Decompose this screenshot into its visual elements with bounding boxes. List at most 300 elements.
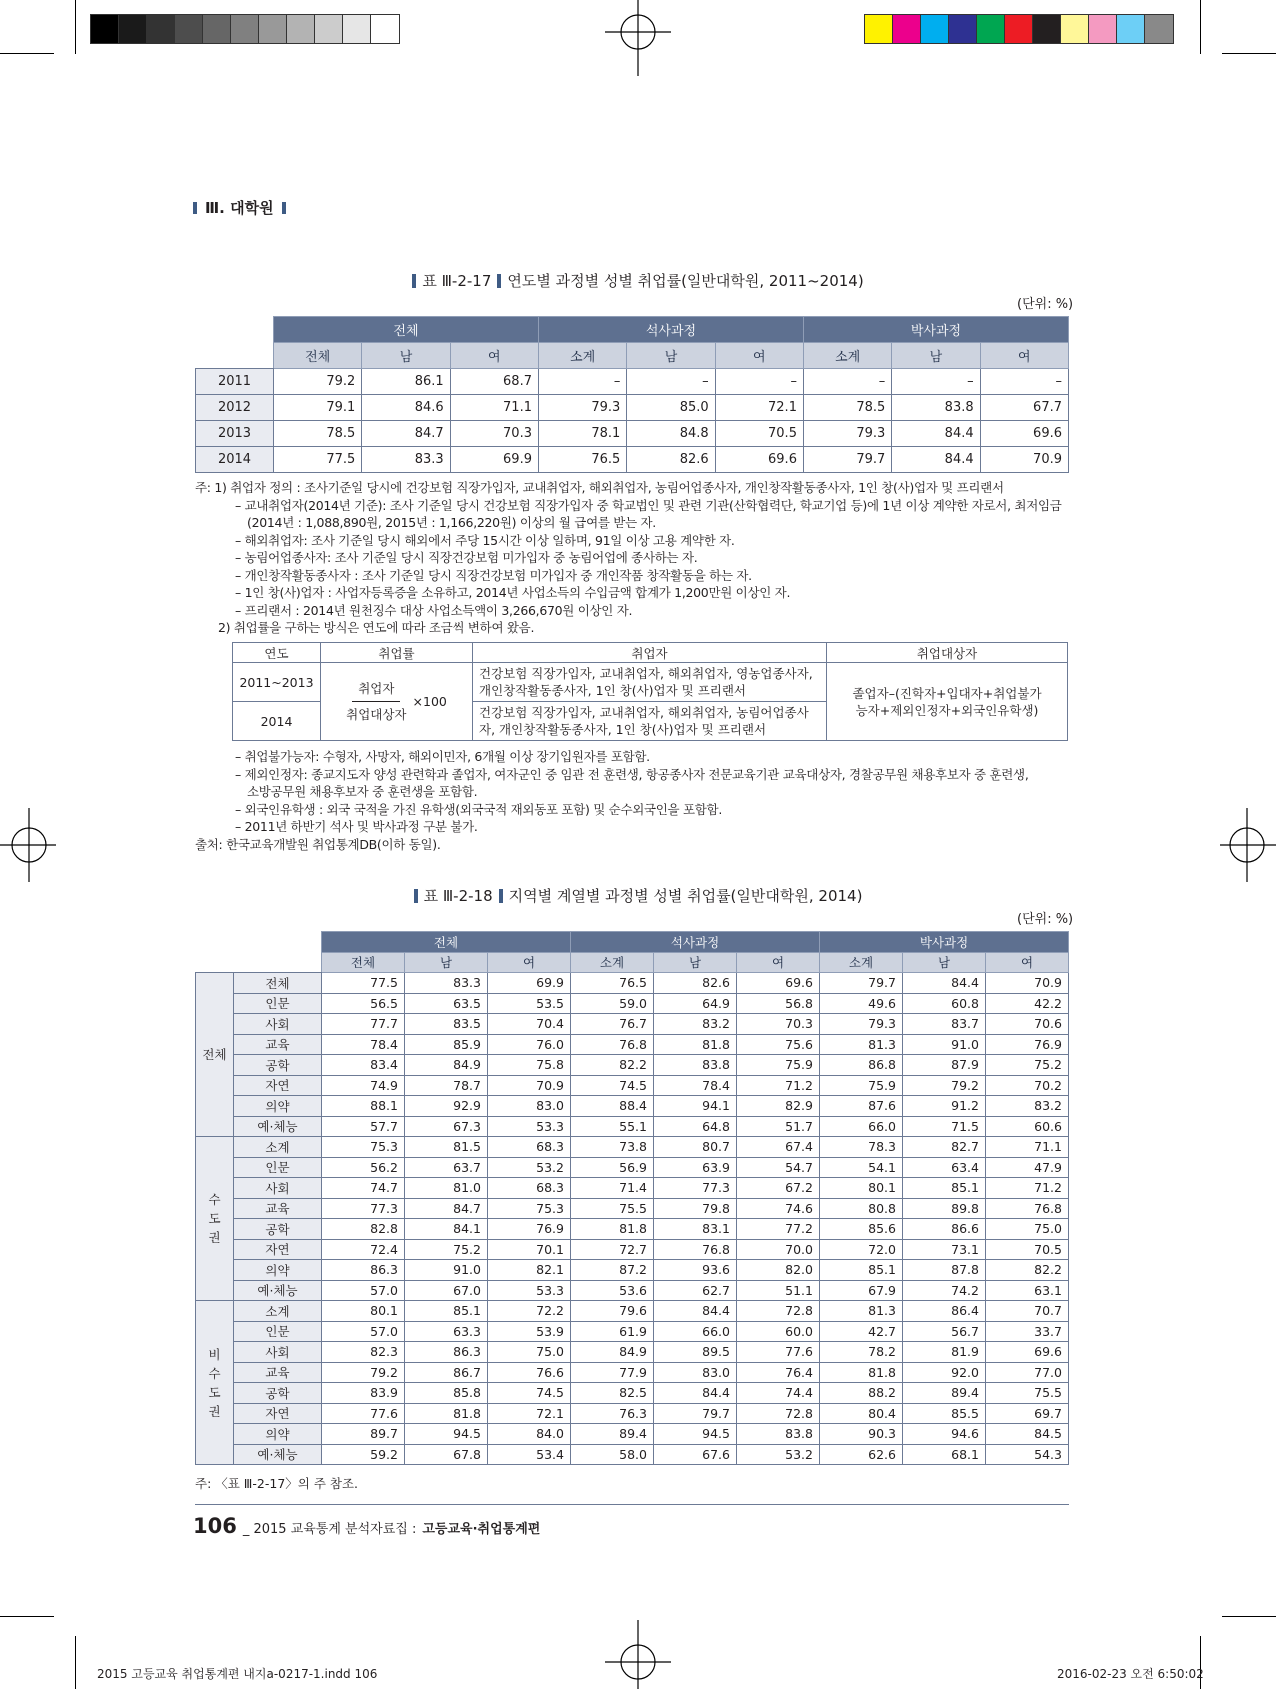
group-header: 박사과정 [803, 317, 1068, 343]
field-cell: 예·체능 [234, 1116, 322, 1137]
section-title: Ⅲ. 대학원 [205, 199, 274, 217]
value-cell: 57.0 [322, 1280, 405, 1301]
note-line: – 제외인정자: 종교지도자 양성 관련학과 졸업자, 여자군인 중 임관 전 훈련생, 항공종사자 전문교육기관 교육대상자, 경찰공무원 채용후보자 중 훈련생, [235, 766, 1029, 782]
value-cell: 60.6 [986, 1116, 1069, 1137]
value-cell: 70.7 [986, 1301, 1069, 1322]
value-cell: 70.5 [986, 1239, 1069, 1260]
value-cell: – [538, 369, 626, 395]
accent-bar [282, 202, 286, 214]
year-cell: 2011 [196, 369, 274, 395]
value-cell: 84.4 [654, 1383, 737, 1404]
value-cell: 87.6 [820, 1096, 903, 1117]
value-cell: 80.4 [820, 1403, 903, 1424]
crop-mark [0, 53, 54, 54]
value-cell: 88.1 [322, 1096, 405, 1117]
group-header: 석사과정 [571, 932, 820, 953]
value-cell: 91.2 [903, 1096, 986, 1117]
value-cell: 80.1 [322, 1301, 405, 1322]
value-cell: 76.8 [571, 1034, 654, 1055]
value-cell: 64.8 [654, 1116, 737, 1137]
value-cell: 54.7 [737, 1157, 820, 1178]
value-cell: 56.2 [322, 1157, 405, 1178]
table-row [196, 1301, 1069, 1322]
gray-swatch [259, 15, 287, 43]
color-swatch [865, 15, 893, 43]
value-cell: 68.1 [903, 1444, 986, 1465]
value-cell: 67.8 [405, 1444, 488, 1465]
accent-bar [193, 202, 197, 214]
value-cell: 94.5 [654, 1424, 737, 1445]
region-cell [196, 973, 234, 1137]
value-cell: 51.1 [737, 1280, 820, 1301]
value-cell: 76.9 [488, 1219, 571, 1240]
value-cell: 47.9 [986, 1157, 1069, 1178]
value-cell: 79.8 [654, 1198, 737, 1219]
value-cell: 33.7 [986, 1321, 1069, 1342]
value-cell: 77.5 [322, 973, 405, 994]
value-cell: 69.6 [980, 421, 1068, 447]
field-cell: 공학 [234, 1219, 322, 1240]
value-cell: 71.2 [737, 1075, 820, 1096]
table-row [196, 1157, 1069, 1178]
value-cell: 75.9 [737, 1055, 820, 1076]
field-cell: 교육 [234, 1362, 322, 1383]
sub-header: 여 [715, 343, 803, 369]
value-cell: 74.5 [488, 1383, 571, 1404]
note-line: – 교내취업자(2014년 기준): 조사 기준일 당시 건강보험 직장가입자 중 학교법인 및 관련 기관(산학협력단, 학교기업 등)에 1년 이상 계약한 자로서, 최저임금 [235, 497, 1062, 513]
gray-swatch [119, 15, 147, 43]
value-cell: 76.4 [737, 1362, 820, 1383]
value-cell: 75.3 [322, 1137, 405, 1158]
gray-swatch [371, 15, 399, 43]
sub-header: 여 [986, 952, 1069, 973]
value-cell: 83.1 [654, 1219, 737, 1240]
value-cell: 79.3 [820, 1014, 903, 1035]
table-row [196, 1137, 1069, 1158]
value-cell: 60.8 [903, 993, 986, 1014]
value-cell: 72.8 [737, 1403, 820, 1424]
value-cell: 75.8 [488, 1055, 571, 1076]
table-row [196, 1116, 1069, 1137]
field-cell: 예·체능 [234, 1280, 322, 1301]
table-row [196, 1034, 1069, 1055]
value-cell: 66.0 [654, 1321, 737, 1342]
sub-header: 남 [892, 343, 980, 369]
value-cell: 42.2 [986, 993, 1069, 1014]
value-cell: 70.5 [715, 421, 803, 447]
value-cell: 69.7 [986, 1403, 1069, 1424]
employed-cell: 건강보험 직장가입자, 교내취업자, 해외취업자, 농림어업종사자, 개인창작활동종사자, 1인 창(사)업자 및 프리랜서 [473, 702, 827, 741]
value-cell: 77.2 [737, 1219, 820, 1240]
value-cell: 57.7 [322, 1116, 405, 1137]
value-cell: 87.8 [903, 1260, 986, 1281]
value-cell: 70.9 [980, 447, 1068, 473]
color-swatch [949, 15, 977, 43]
sub-header: 남 [362, 343, 450, 369]
registration-mark-icon [1220, 790, 1276, 900]
field-cell: 사회 [234, 1342, 322, 1363]
value-cell: 75.0 [986, 1219, 1069, 1240]
value-cell: 83.2 [986, 1096, 1069, 1117]
value-cell: 63.7 [405, 1157, 488, 1178]
table-row [196, 1424, 1069, 1445]
value-cell: 94.5 [405, 1424, 488, 1445]
value-cell: 85.1 [820, 1260, 903, 1281]
formula-numerator: 취업자 [352, 680, 400, 702]
value-cell: 78.4 [322, 1034, 405, 1055]
gray-swatch [147, 15, 175, 43]
sub-header: 여 [980, 343, 1068, 369]
value-cell: 76.8 [654, 1239, 737, 1260]
grayscale-color-bar [90, 14, 400, 44]
field-cell: 교육 [234, 1198, 322, 1219]
running-head [193, 197, 286, 218]
value-cell: 92.0 [903, 1362, 986, 1383]
table-row [196, 1198, 1069, 1219]
value-cell: 86.4 [903, 1301, 986, 1322]
value-cell: 82.6 [627, 447, 715, 473]
table1-title: 연도별 과정별 성별 취업률(일반대학원, 2011~2014) [507, 272, 864, 290]
field-cell: 인문 [234, 1157, 322, 1178]
value-cell: 55.1 [571, 1116, 654, 1137]
gray-swatch [91, 15, 119, 43]
value-cell: 75.5 [571, 1198, 654, 1219]
value-cell: 67.0 [405, 1280, 488, 1301]
value-cell: 79.2 [322, 1362, 405, 1383]
value-cell: 81.0 [405, 1178, 488, 1199]
value-cell: 84.0 [488, 1424, 571, 1445]
color-swatch [977, 15, 1005, 43]
value-cell: 81.8 [820, 1362, 903, 1383]
value-cell: 53.5 [488, 993, 571, 1014]
value-cell: 42.7 [820, 1321, 903, 1342]
value-cell: 81.5 [405, 1137, 488, 1158]
table1-number: 표 Ⅲ-2-17 [422, 272, 492, 290]
table-row [196, 1362, 1069, 1383]
value-cell: 63.4 [903, 1157, 986, 1178]
note-line: 2) 취업률을 구하는 방식은 연도에 따라 조금씩 변하여 왔음. [218, 620, 535, 635]
value-cell: 77.0 [986, 1362, 1069, 1383]
sub-header: 소계 [538, 343, 626, 369]
value-cell: 56.8 [737, 993, 820, 1014]
region-cell [196, 1137, 234, 1301]
value-cell: 77.7 [322, 1014, 405, 1035]
book-title: 고등교육·취업통계편 [422, 1522, 541, 1537]
crop-mark [75, 1636, 76, 1689]
value-cell: 76.5 [571, 973, 654, 994]
formula-denominator: 취업대상자 [346, 707, 407, 722]
value-cell: 53.4 [488, 1444, 571, 1465]
value-cell: 81.8 [571, 1219, 654, 1240]
value-cell: 53.3 [488, 1280, 571, 1301]
sub-header: 남 [627, 343, 715, 369]
value-cell: 64.9 [654, 993, 737, 1014]
value-cell: 76.6 [488, 1362, 571, 1383]
value-cell: 83.8 [654, 1055, 737, 1076]
field-cell: 전체 [234, 973, 322, 994]
group-header: 박사과정 [820, 932, 1069, 953]
value-cell: 84.4 [903, 973, 986, 994]
value-cell: 79.7 [654, 1403, 737, 1424]
value-cell: 75.3 [488, 1198, 571, 1219]
value-cell: 71.5 [903, 1116, 986, 1137]
field-cell: 공학 [234, 1055, 322, 1076]
page-footer [193, 1514, 540, 1538]
table-row [196, 1096, 1069, 1117]
color-swatch [921, 15, 949, 43]
sub-header: 소계 [571, 952, 654, 973]
value-cell: 77.6 [737, 1342, 820, 1363]
table-row [196, 973, 1069, 994]
value-cell: 83.7 [903, 1014, 986, 1035]
value-cell: 72.0 [820, 1239, 903, 1260]
value-cell: 89.7 [322, 1424, 405, 1445]
value-cell: 87.2 [571, 1260, 654, 1281]
field-cell: 소계 [234, 1137, 322, 1158]
value-cell: 82.6 [654, 973, 737, 994]
table2-number: 표 Ⅲ-2-18 [423, 887, 493, 905]
value-cell: 77.6 [322, 1403, 405, 1424]
value-cell: – [980, 369, 1068, 395]
value-cell: 77.3 [322, 1198, 405, 1219]
value-cell: 79.3 [803, 421, 891, 447]
header-cell: 연도 [233, 643, 321, 663]
value-cell: 78.2 [820, 1342, 903, 1363]
color-swatch [1005, 15, 1033, 43]
header-cell: 취업자 [473, 643, 827, 663]
field-cell: 소계 [234, 1301, 322, 1322]
value-cell: 84.4 [654, 1301, 737, 1322]
value-cell: 67.2 [737, 1178, 820, 1199]
region-label: 비수도권 [208, 1346, 221, 1419]
value-cell: 82.3 [322, 1342, 405, 1363]
value-cell: 79.3 [538, 395, 626, 421]
value-cell: 84.5 [986, 1424, 1069, 1445]
table2-caption [0, 885, 1276, 906]
value-cell: 81.8 [405, 1403, 488, 1424]
value-cell: 67.9 [820, 1280, 903, 1301]
value-cell: 53.2 [488, 1157, 571, 1178]
gray-swatch [287, 15, 315, 43]
field-cell: 사회 [234, 1014, 322, 1035]
value-cell: 83.8 [737, 1424, 820, 1445]
value-cell: 69.6 [986, 1342, 1069, 1363]
value-cell: 94.6 [903, 1424, 986, 1445]
value-cell: 58.0 [571, 1444, 654, 1465]
accent-bar [499, 889, 503, 903]
value-cell: 81.3 [820, 1034, 903, 1055]
value-cell: 67.6 [654, 1444, 737, 1465]
value-cell: 70.9 [986, 973, 1069, 994]
target-cell: 졸업자–(진학자+입대자+취업불가능자+제외인정자+외국인유학생) [827, 663, 1068, 741]
gray-swatch [175, 15, 203, 43]
value-cell: 61.9 [571, 1321, 654, 1342]
value-cell: 75.5 [986, 1383, 1069, 1404]
value-cell: 85.5 [903, 1403, 986, 1424]
employed-cell: 건강보험 직장가입자, 교내취업자, 해외취업자, 영농업종사자, 개인창작활동종사자, 1인 창(사)업자 및 프리랜서 [473, 663, 827, 702]
table1-caption [0, 270, 1276, 291]
value-cell: 67.4 [737, 1137, 820, 1158]
slug-file: 2015 고등교육 취업통계편 내지a-0217-1.indd 106 [97, 1667, 378, 1681]
crop-mark [1200, 0, 1201, 54]
value-cell: 66.0 [820, 1116, 903, 1137]
table-row [196, 447, 1069, 473]
field-cell: 자연 [234, 1239, 322, 1260]
value-cell: 70.1 [488, 1239, 571, 1260]
registration-mark-icon [600, 1610, 676, 1689]
value-cell: – [715, 369, 803, 395]
footer-rule [195, 1504, 1069, 1505]
value-cell: 86.3 [322, 1260, 405, 1281]
value-cell: 85.9 [405, 1034, 488, 1055]
crop-mark [0, 1616, 54, 1617]
value-cell: 76.9 [986, 1034, 1069, 1055]
value-cell: 79.1 [274, 395, 362, 421]
color-swatch [1061, 15, 1089, 43]
value-cell: 71.1 [986, 1137, 1069, 1158]
year-cell: 2011~2013 [233, 663, 321, 702]
value-cell: 70.0 [737, 1239, 820, 1260]
value-cell: – [803, 369, 891, 395]
value-cell: 72.1 [488, 1403, 571, 1424]
value-cell: 84.8 [627, 421, 715, 447]
note-line: – 취업불가능자: 수형자, 사망자, 해외이민자, 6개월 이상 장기입원자를 포함함. [235, 749, 650, 764]
region-label: 전체 [202, 1047, 227, 1062]
field-cell: 인문 [234, 1321, 322, 1342]
value-cell: 75.6 [737, 1034, 820, 1055]
value-cell: 70.3 [737, 1014, 820, 1035]
rate-formula [346, 680, 447, 723]
value-cell: 73.8 [571, 1137, 654, 1158]
table1-unit: (단위: %) [1017, 297, 1074, 312]
corner-cell [196, 932, 322, 953]
value-cell: 76.7 [571, 1014, 654, 1035]
value-cell: 73.1 [903, 1239, 986, 1260]
color-swatch [1033, 15, 1061, 43]
value-cell: 74.9 [322, 1075, 405, 1096]
value-cell: 79.2 [274, 369, 362, 395]
value-cell: 57.0 [322, 1321, 405, 1342]
value-cell: 83.9 [322, 1383, 405, 1404]
value-cell: 62.7 [654, 1280, 737, 1301]
value-cell: 70.2 [986, 1075, 1069, 1096]
value-cell: 81.3 [820, 1301, 903, 1322]
value-cell: 77.3 [654, 1178, 737, 1199]
value-cell: 68.3 [488, 1137, 571, 1158]
note-line: 주: 1) 취업자 정의 : 조사기준일 당시에 건강보험 직장가입자, 교내취업자, 해외취업자, 농림어업종사자, 개인창작활동종사자, 1인 창(사)업자 및 프리랜서 [195, 480, 1004, 495]
value-cell: 74.6 [737, 1198, 820, 1219]
table-row [196, 1260, 1069, 1281]
sub-header: 남 [654, 952, 737, 973]
gray-swatch [343, 15, 371, 43]
year-cell: 2014 [233, 702, 321, 741]
value-cell: 83.5 [405, 1014, 488, 1035]
value-cell: 79.6 [571, 1301, 654, 1322]
value-cell: 80.7 [654, 1137, 737, 1158]
formula-cell [321, 663, 473, 741]
value-cell: 76.0 [488, 1034, 571, 1055]
value-cell: 74.7 [322, 1178, 405, 1199]
table-row [196, 1055, 1069, 1076]
value-cell: 83.3 [405, 973, 488, 994]
field-cell: 자연 [234, 1075, 322, 1096]
gray-swatch [315, 15, 343, 43]
value-cell: 71.2 [986, 1178, 1069, 1199]
value-cell: 82.9 [737, 1096, 820, 1117]
value-cell: 82.0 [737, 1260, 820, 1281]
value-cell: 78.5 [274, 421, 362, 447]
value-cell: 79.7 [820, 973, 903, 994]
value-cell: 69.9 [488, 973, 571, 994]
value-cell: 93.6 [654, 1260, 737, 1281]
value-cell: 68.3 [488, 1178, 571, 1199]
value-cell: 54.3 [986, 1444, 1069, 1465]
value-cell: – [627, 369, 715, 395]
value-cell: 83.2 [654, 1014, 737, 1035]
year-cell: 2014 [196, 447, 274, 473]
value-cell: 78.4 [654, 1075, 737, 1096]
sub-header: 소계 [803, 343, 891, 369]
value-cell: 87.9 [903, 1055, 986, 1076]
field-cell: 예·체능 [234, 1444, 322, 1465]
value-cell: 56.7 [903, 1321, 986, 1342]
value-cell: 84.9 [405, 1055, 488, 1076]
value-cell: 74.5 [571, 1075, 654, 1096]
value-cell: 67.3 [405, 1116, 488, 1137]
note-line: – 1인 창(사)업자 : 사업자등록증을 소유하고, 2014년 사업소득의 수입금액 합계가 1,200만원 이상인 자. [235, 585, 791, 600]
color-swatch [1089, 15, 1117, 43]
corner-cell [196, 343, 274, 369]
value-cell: 85.1 [405, 1301, 488, 1322]
value-cell: 70.6 [986, 1014, 1069, 1035]
value-cell: 71.4 [571, 1178, 654, 1199]
table-row [196, 993, 1069, 1014]
field-cell: 의약 [234, 1424, 322, 1445]
color-swatch [893, 15, 921, 43]
value-cell: 82.8 [322, 1219, 405, 1240]
value-cell: 83.4 [322, 1055, 405, 1076]
header-cell: 취업률 [321, 643, 473, 663]
registration-mark-icon [600, 0, 676, 80]
value-cell: 53.6 [571, 1280, 654, 1301]
accent-bar [412, 274, 416, 288]
page-number: 106 [193, 1514, 237, 1538]
table-row [196, 1383, 1069, 1404]
group-header: 석사과정 [538, 317, 803, 343]
gray-swatch [203, 15, 231, 43]
value-cell: 70.4 [488, 1014, 571, 1035]
value-cell: 85.1 [903, 1178, 986, 1199]
value-cell: 78.7 [405, 1075, 488, 1096]
value-cell: 84.7 [405, 1198, 488, 1219]
value-cell: 72.7 [571, 1239, 654, 1260]
color-swatch [1145, 15, 1173, 43]
value-cell: 63.9 [654, 1157, 737, 1178]
registration-mark-icon [0, 790, 56, 900]
value-cell: 75.2 [405, 1239, 488, 1260]
value-cell: 67.7 [980, 395, 1068, 421]
table1-notes-continued [195, 748, 1075, 853]
sub-header: 전체 [274, 343, 362, 369]
value-cell: 83.3 [362, 447, 450, 473]
value-cell: 84.7 [362, 421, 450, 447]
field-cell: 인문 [234, 993, 322, 1014]
value-cell: 70.3 [450, 421, 538, 447]
value-cell: 86.3 [405, 1342, 488, 1363]
source-line: 출처: 한국교육개발원 취업통계DB(이하 동일). [195, 836, 441, 852]
accent-bar [414, 889, 418, 903]
note-line: – 개인창작활동종사자 : 조사 기준일 당시 직장건강보험 미가입자 중 개인작품 창작활동을 하는 자. [235, 567, 752, 583]
